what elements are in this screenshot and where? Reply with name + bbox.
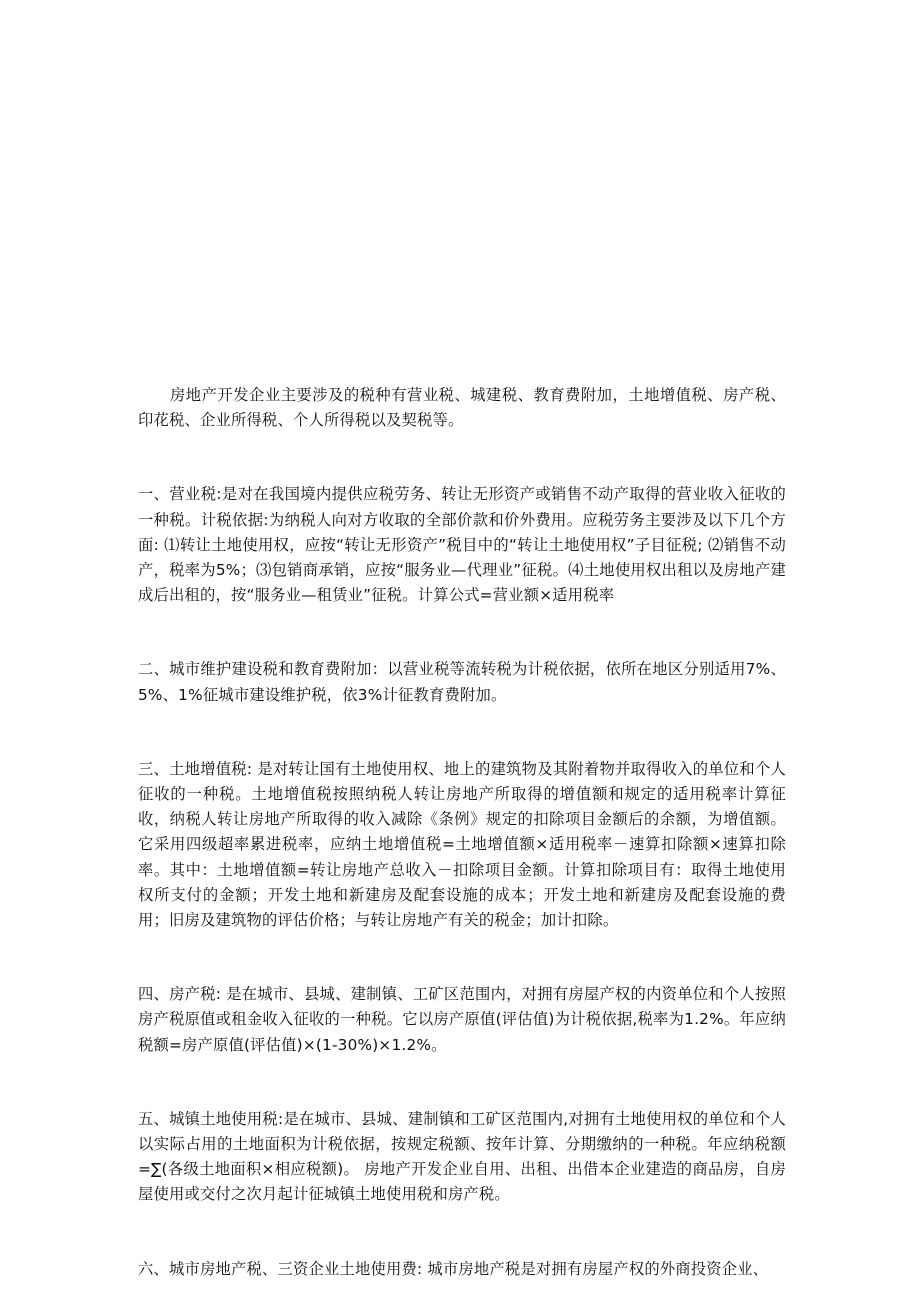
intro-paragraph: 房地产开发企业主要涉及的税种有营业税、城建税、教育费附加，土地增值税、房产税、印花税、企业所得税、个人所得税以及契税等。: [138, 386, 786, 430]
section-urban-construction-tax: 二、城市维护建设税和教育费附加：以营业税等流转税为计税依据，依所在地区分别适用7%、5%、1%征城市建设维护税，依3%计征教育费附加。: [138, 660, 786, 704]
document-body: [138, 383, 786, 1282]
section-urban-real-estate-tax: 六、城市房地产税、三资企业土地使用费: 城市房地产税是对拥有房屋产权的外商投资企业、: [138, 1259, 769, 1278]
section-business-tax: 一、营业税:是对在我国境内提供应税劳务、转让无形资产或销售不动产取得的营业收入征收的一种税。计税依据:为纳税人向对方收取的全部价款和价外费用。应税劳务主要涉及以下几个方面: ⑴转让土地使用权，应按“转让无形资产”税目中的“转让土地使用权”子目征税; ⑵销售不动产，税率为5%；⑶包销商承销，应按“服务业—代理业”征税。⑷土地使用权出租以及房地产建成后出租的，按“服务业—租赁业”征税。计算公式=营业额×适用税率: [138, 485, 786, 605]
section-land-value-added-tax: 三、土地增值税: 是对转让国有土地使用权、地上的建筑物及其附着物并取得收入的单位和个人征收的一种税。土地增值税按照纳税人转让房地产所取得的增值额和规定的适用税率计算征收，纳税人转让房地产所取得的收入减除《条例》规定的扣除项目金额后的余额，为增值额。它采用四级超率累进税率，应纳土地增值税=土地增值额×适用税率－速算扣除额×速算扣除率。其中：土地增值额=转让房地产总收入－扣除项目金额。计算扣除项目有：取得土地使用权所支付的金额；开发土地和新建房及配套设施的成本；开发土地和新建房及配套设施的费用；旧房及建筑物的评估价格；与转让房地产有关的税金；加计扣除。: [138, 759, 786, 930]
section-property-tax: 四、房产税: 是在城市、县城、建制镇、工矿区范围内，对拥有房屋产权的内资单位和个人按照房产税原值或租金收入征收的一种税。它以房产原值(评估值)为计税依据,税率为1.2%。年应纳税额=房产原值(评估值)×(1-30%)×1.2%。: [138, 985, 786, 1054]
section-urban-land-use-tax: 五、城镇土地使用税:是在城市、县城、建制镇和工矿区范围内,对拥有土地使用权的单位和个人以实际占用的土地面积为计税依据，按规定税额、按年计算、分期缴纳的一种税。年应纳税额=∑(各级土地面积×相应税额)。 房地产开发企业自用、出租、出借本企业建造的商品房，自房屋使用或交付之次月起计征城镇土地使用税和房产税。: [138, 1109, 786, 1204]
